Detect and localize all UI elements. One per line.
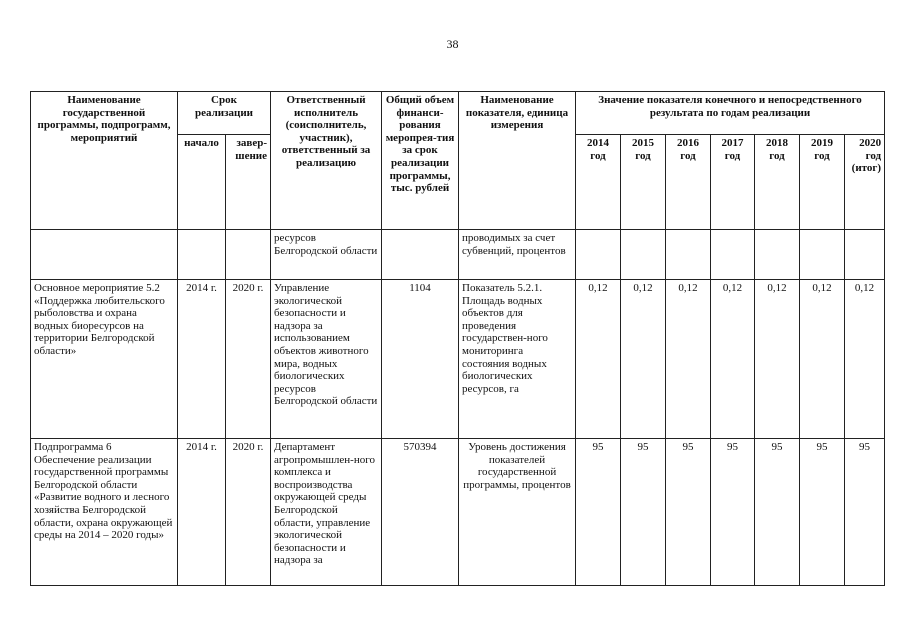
cell-value-2017: 95: [711, 439, 755, 586]
cell-executor: Департамент агропромышлен-ного комплекса и воспроизводства окружающей среды Белгородской области, управление экологической безопасности и надзора за: [271, 439, 382, 586]
cell-value-2016: [666, 230, 711, 280]
cell-value-2017: 0,12: [711, 280, 755, 439]
cell-start: 2014 г.: [178, 280, 226, 439]
cell-value-2016: 0,12: [666, 280, 711, 439]
header-year-2020: 2020 год (итог): [845, 135, 885, 230]
cell-value-2020: 95: [845, 439, 885, 586]
header-year-2014: 2014 год: [576, 135, 621, 230]
cell-value-2015: 0,12: [621, 280, 666, 439]
header-term: Срок реализации: [178, 92, 271, 135]
cell-start: [178, 230, 226, 280]
cell-value-2018: 95: [755, 439, 800, 586]
cell-value-2014: 95: [576, 439, 621, 586]
cell-value-2018: [755, 230, 800, 280]
cell-value-2016: 95: [666, 439, 711, 586]
header-year-2018: 2018 год: [755, 135, 800, 230]
cell-end: 2020 г.: [226, 439, 271, 586]
cell-value-2014: [576, 230, 621, 280]
header-total-volume: Общий объем финанси-рования меропрея-тия за срок реализации программы, тыс. рублей: [382, 92, 459, 230]
cell-volume: 570394: [382, 439, 459, 586]
page-number: 38: [446, 37, 459, 51]
cell-value-2019: 95: [800, 439, 845, 586]
cell-value-2020: [845, 230, 885, 280]
cell-start: 2014 г.: [178, 439, 226, 586]
header-program-name: Наименование государственной программы, подпрограмм, мероприятий: [31, 92, 178, 230]
cell-value-2017: [711, 230, 755, 280]
table-row: [31, 230, 885, 280]
cell-value-2018: 0,12: [755, 280, 800, 439]
cell-value-2015: 95: [621, 439, 666, 586]
cell-indicator: проводимых за счет субвенций, процентов: [459, 230, 576, 280]
cell-indicator: Показатель 5.2.1. Площадь водных объектов для проведения государствен-ного мониторинга состояния водных биологических ресурсов, га: [459, 280, 576, 439]
cell-indicator: Уровень достижения показателей государственной программы, процентов: [459, 439, 576, 586]
cell-executor: Управление экологической безопасности и надзора за использованием объектов животного мира, водных биологических ресурсов Белгородской области: [271, 280, 382, 439]
header-term-start: начало: [178, 135, 226, 230]
header-year-2017: 2017 год: [711, 135, 755, 230]
cell-program-name: Подпрограмма 6 Обеспечение реализации государственной программы Белгородской области «Развитие водного и лесного хозяйства Белгородской области, охрана окружающей среды на 2014 – 2020 годы»: [31, 439, 178, 586]
cell-value-2014: 0,12: [576, 280, 621, 439]
header-year-2015: 2015 год: [621, 135, 666, 230]
cell-value-2015: [621, 230, 666, 280]
cell-end: 2020 г.: [226, 280, 271, 439]
cell-value-2020: 0,12: [845, 280, 885, 439]
table-row: [31, 280, 885, 439]
cell-end: [226, 230, 271, 280]
header-executor: Ответственный исполнитель (соисполнитель, участник), ответственный за реализацию: [271, 92, 382, 230]
cell-program-name: Основное мероприятие 5.2 «Поддержка любительского рыболовства и охрана водных биоресурсов на территории Белгородской области»: [31, 280, 178, 439]
cell-executor: ресурсов Белгородской области: [271, 230, 382, 280]
header-year-2016: 2016 год: [666, 135, 711, 230]
program-table: [30, 91, 885, 586]
table-row: [31, 439, 885, 586]
cell-volume: 1104: [382, 280, 459, 439]
header-year-2019: 2019 год: [800, 135, 845, 230]
cell-value-2019: [800, 230, 845, 280]
header-values-group: Значение показателя конечного и непосредственного результата по годам реализации: [576, 92, 885, 135]
header-term-end: завер-шение: [226, 135, 271, 230]
cell-volume: [382, 230, 459, 280]
cell-value-2019: 0,12: [800, 280, 845, 439]
cell-program-name: [31, 230, 178, 280]
header-indicator-name: Наименование показателя, единица измерения: [459, 92, 576, 230]
